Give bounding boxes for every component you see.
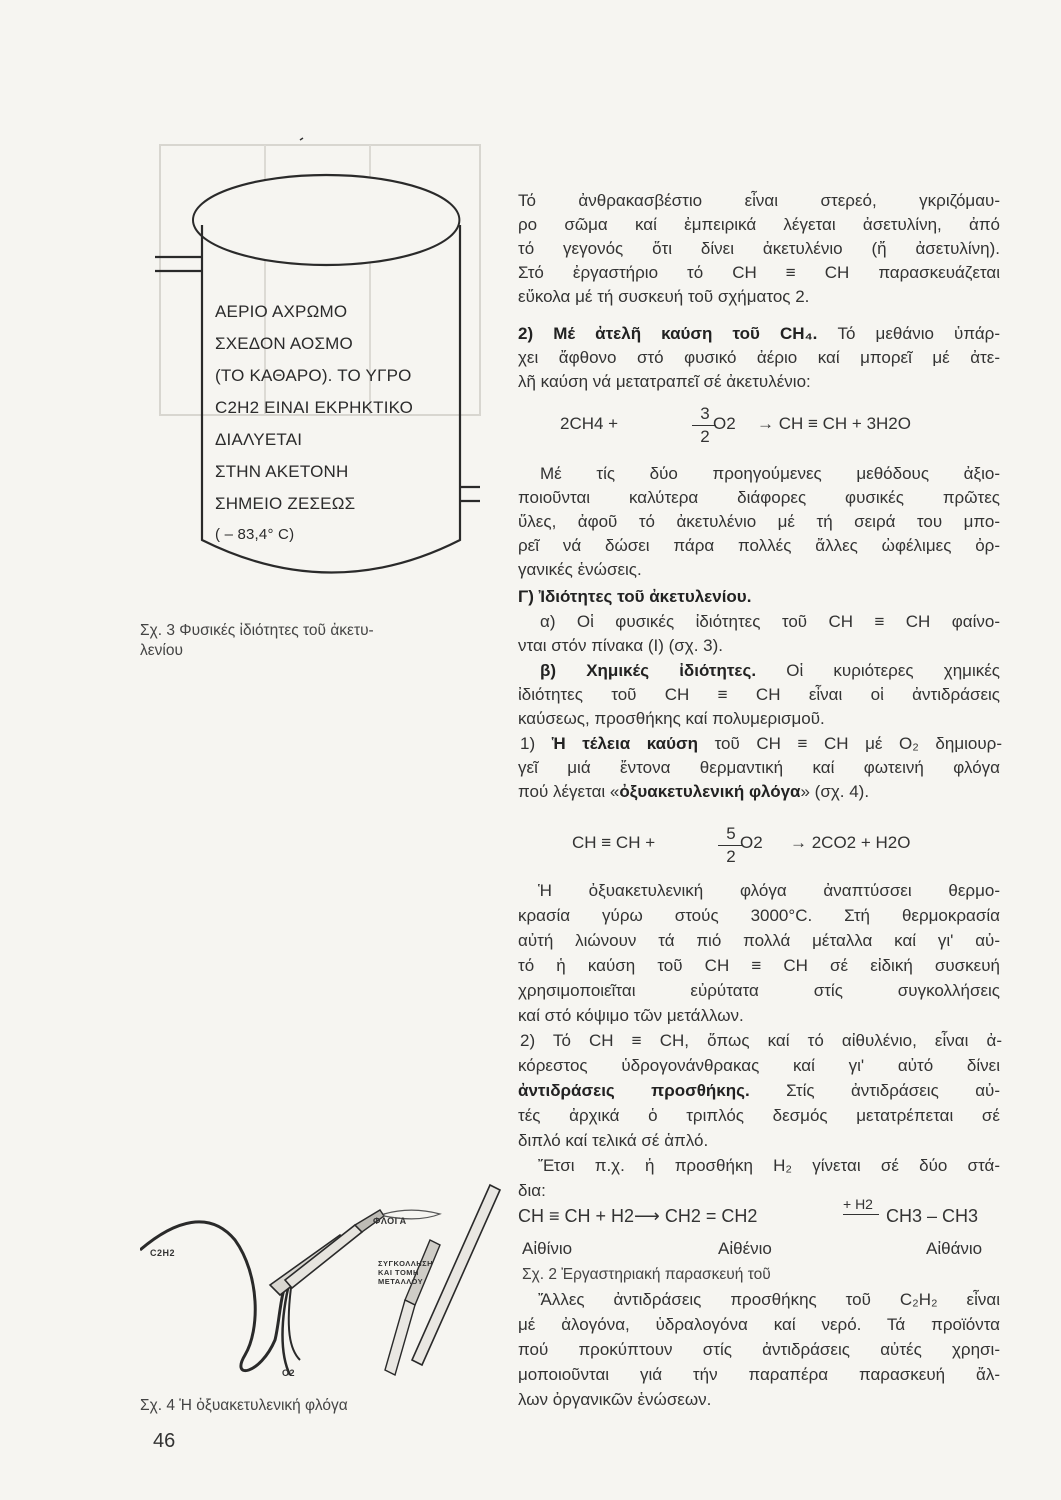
- p5-line-4: τές ἀρχικά ὁ τριπλός δεσμός μετατρέπεται σέ: [518, 1106, 1000, 1125]
- fig3-line-5: ΔΙΑΛΥΕΤΑΙ: [215, 430, 303, 449]
- p2-heading: 2) Μέ ἀτελῆ καύση τοῦ CH₄.: [518, 324, 818, 343]
- p1-line-2: ρο σῶμα καί ἐμπειρικά λέγεται ἀσετυλίνη, ἀπό: [518, 215, 1000, 234]
- p5-line-2: κόρεστος ὑδρογονάνθρακας καί γι' αὐτό δίνει: [518, 1056, 1000, 1075]
- eq2-den: 2: [726, 847, 736, 866]
- eq1-o2: O2: [713, 414, 736, 433]
- eq2-o2: O2: [740, 833, 763, 852]
- p2-line-3: λῆ καύση νά μετατραπεῖ σέ ἀκετυλένιο:: [518, 372, 811, 391]
- fig3-line-1: ΑΕΡΙΟ ΑΧΡΩΜΟ: [215, 302, 348, 321]
- figure-4-torch-illustration: [140, 1180, 510, 1395]
- label-weld-3: ΜΕΤΑΛΛΟΥ: [378, 1277, 424, 1286]
- label-weld-1: ΣΥΓΚΟΛΛΗΣΗ: [378, 1259, 434, 1268]
- p4-line-4: τό ἡ καύση τοῦ CH ≡ CH σέ εἰδική συσκευή: [518, 956, 1000, 975]
- label-weld-2: ΚΑΙ ΤΟΜΗ: [378, 1268, 419, 1277]
- p3-line-5: γανικές ἑνώσεις.: [518, 560, 642, 579]
- section-g-heading: Γ) Ἰδιότητες τοῦ ἀκετυλενίου.: [518, 587, 752, 606]
- p6-line-3: πού προκύπτουν στίς ἀντιδράσεις αὐτές χρησι-: [518, 1340, 1000, 1359]
- fig3-line-6: ΣΤΗΝ ΑΚΕΤΟΝΗ: [215, 462, 349, 481]
- eq1-left: 2CH4 +: [560, 414, 619, 433]
- p3-line-1: Μέ τίς δύο προηγούμενες μεθόδους ἀξιο-: [540, 464, 1000, 483]
- p2-line-2: χει ἄφθονο στό φυσικό ἀέριο καί μπορεῖ μέ ἀτε-: [518, 348, 1000, 367]
- eq3-over: + H2: [843, 1196, 873, 1212]
- p6-line-2: μέ ἀλογόνα, ὑδραλογόνα καί νερό. Τά προϊόντα: [518, 1315, 1000, 1334]
- p5-line-5: διπλό καί τελικά σέ ἁπλό.: [518, 1131, 709, 1150]
- pb-line-2: ἰδιότητες τοῦ CH ≡ CH εἶναι οἱ ἀντιδράσεις: [518, 685, 1000, 704]
- eq2-right: → 2CO2 + H2O: [790, 833, 911, 852]
- p3-line-3: ὕλες, ἀφοῦ τό ἀκετυλένιο μέ τή σειρά του μπο-: [518, 512, 1000, 531]
- figure-4-caption: Σχ. 4 Ἡ ὀξυακετυλενική φλόγα: [140, 1397, 348, 1414]
- eq1-right: → CH ≡ CH + 3H2O: [757, 414, 911, 433]
- p4-line-2: κρασία γύρω στούς 3000°C. Στή θερμοκρασία: [518, 906, 1000, 925]
- p4-line-1: Ἡ ὀξυακετυλενική φλόγα ἀναπτύσσει θερμο-: [538, 881, 1000, 900]
- figure-2-caption: Σχ. 2 Ἐργαστηριακή παρασκευή τοῦ: [522, 1266, 771, 1283]
- eq1-num: 3: [700, 404, 710, 423]
- label-c2h2: C2H2: [150, 1248, 176, 1258]
- p1-line-4: Στό ἐργαστήριο τό CH ≡ CH παρασκευάζεται: [518, 263, 1000, 282]
- pa-line-2: νται στόν πίνακα (Ι) (σχ. 3).: [518, 636, 723, 655]
- pb-line-1: β) Χημικές ἰδιότητες. Οἱ κυριότερες χημικές: [540, 661, 1000, 680]
- p2-line-1: 2) Μέ ἀτελῆ καύση τοῦ CH₄. Τό μεθάνιο ὑπάρ-: [518, 324, 1000, 343]
- p5-line-7: δια:: [518, 1181, 546, 1200]
- fig3-line-2: ΣΧΕΔΟΝ ΑΟΣΜΟ: [215, 334, 353, 353]
- p5-line-6: Ἔτσι π.χ. ἡ προσθήκη H₂ γίνεται σέ δύο στά-: [538, 1156, 1000, 1175]
- complete-combustion-heading: Ἡ τέλεια καύση: [551, 734, 698, 753]
- eq1-den: 2: [700, 427, 710, 446]
- label-flame: ΦΛΟΓΑ: [373, 1216, 407, 1226]
- p1b-line-1: 1) Ἡ τέλεια καύση τοῦ CH ≡ CH μέ O₂ δημιουρ-: [520, 734, 1002, 753]
- p6-line-1: Ἄλλες ἀντιδράσεις προσθήκης τοῦ C₂H₂ εἶναι: [538, 1290, 1000, 1309]
- p6-line-4: μοποιοῦνται γιά τήν παραπέρα παρασκευή ἄλ-: [518, 1365, 1000, 1384]
- p4-line-3: αὐτή λιώνουν τά πιό πολλά μέταλλα καί γι' αὐ-: [518, 931, 1000, 950]
- p1-line-5: εὔκολα μέ τή συσκευή τοῦ σχήματος 2.: [518, 287, 810, 306]
- eq3-right: CH3 – CH3: [886, 1206, 979, 1226]
- fig3-line-7: ΣΗΜΕΙΟ ΖΕΣΕΩΣ: [215, 494, 356, 513]
- p3-line-2: ποιοῦνται καλύτερα διάφορες φυσικές πρῶτες: [518, 488, 1000, 507]
- eq2-left: CH ≡ CH +: [572, 833, 656, 852]
- p4-line-6: καί στό κόψιμο τῶν μετάλλων.: [518, 1006, 744, 1025]
- p1b-line-3: πού λέγεται «ὀξυακετυλενική φλόγα» (σχ. 4).: [518, 782, 870, 801]
- pb-line-3: καύσεως, προσθήκης καί πολυμερισμοῦ.: [518, 709, 825, 728]
- fig3-line-4: C2H2 ΕΙΝΑΙ ΕΚΡΗΚΤΙΚΟ: [215, 398, 414, 417]
- pa-line-1: α) Οἱ φυσικές ἰδιότητες τοῦ CH ≡ CH φαίνο-: [540, 612, 1000, 631]
- p5-line-3: ἀντιδράσεις προσθήκης. Στίς ἀντιδράσεις αὐ-: [518, 1081, 1000, 1100]
- fig3-line-3: (ΤΟ ΚΑΘΑΡΟ). ΤΟ ΥΓΡΟ: [215, 366, 412, 385]
- p1b-line-2: γεῖ μιά ἔντονα θερμαντική καί φωτεινή φλόγα: [518, 758, 1000, 777]
- eq3-arrow: [843, 1214, 879, 1215]
- p6-line-5: λων ὀργανικῶν ἑνώσεων.: [518, 1390, 712, 1409]
- figure-3-caption-line-2: λενίου: [140, 642, 183, 659]
- p4-line-5: χρησιμοποιεῖται εὐρύτατα στίς συγκολλήσεις: [518, 981, 1000, 1000]
- name-ethane: Αἰθάνιο: [926, 1239, 983, 1258]
- gas-hose: [140, 1222, 290, 1371]
- p5-line-1: 2) Τό CH ≡ CH, ὅπως καί τό αἰθυλένιο, εἶναι ἀ-: [520, 1031, 1002, 1050]
- fig3-line-8: ( – 83,4° C): [215, 526, 295, 543]
- eq3-left: CH ≡ CH + H2⟶ CH2 = CH2: [518, 1206, 758, 1226]
- name-ethyne: Αἰθίνιο: [522, 1239, 573, 1258]
- p3-line-4: ρεῖ νά δώσει πάρα πολλές ἄλλες ὠφέλιμες ὀρ-: [518, 536, 1000, 555]
- p1-line-3: τό γεγονός ὅτι δίνει ἀκετυλένιο (ἤ ἀσετυλίνη).: [518, 239, 1000, 258]
- eq2-num: 5: [726, 824, 736, 843]
- name-ethene: Αἰθένιο: [718, 1239, 772, 1258]
- addition-reactions-heading: ἀντιδράσεις προσθήκης.: [518, 1081, 750, 1100]
- pb-heading: β) Χημικές ἰδιότητες.: [540, 661, 757, 680]
- cylinder-top: [193, 175, 459, 265]
- page-number: 46: [153, 1430, 176, 1452]
- p1-line-1: Τό ἀνθρακασβέστιο εἶναι στερεό, γκριζόμαυ-: [518, 191, 1000, 210]
- figure-3-caption-line-1: Σχ. 3 Φυσικές ἰδιότητες τοῦ ἀκετυ-: [140, 622, 374, 639]
- label-o2: O2: [282, 1368, 296, 1378]
